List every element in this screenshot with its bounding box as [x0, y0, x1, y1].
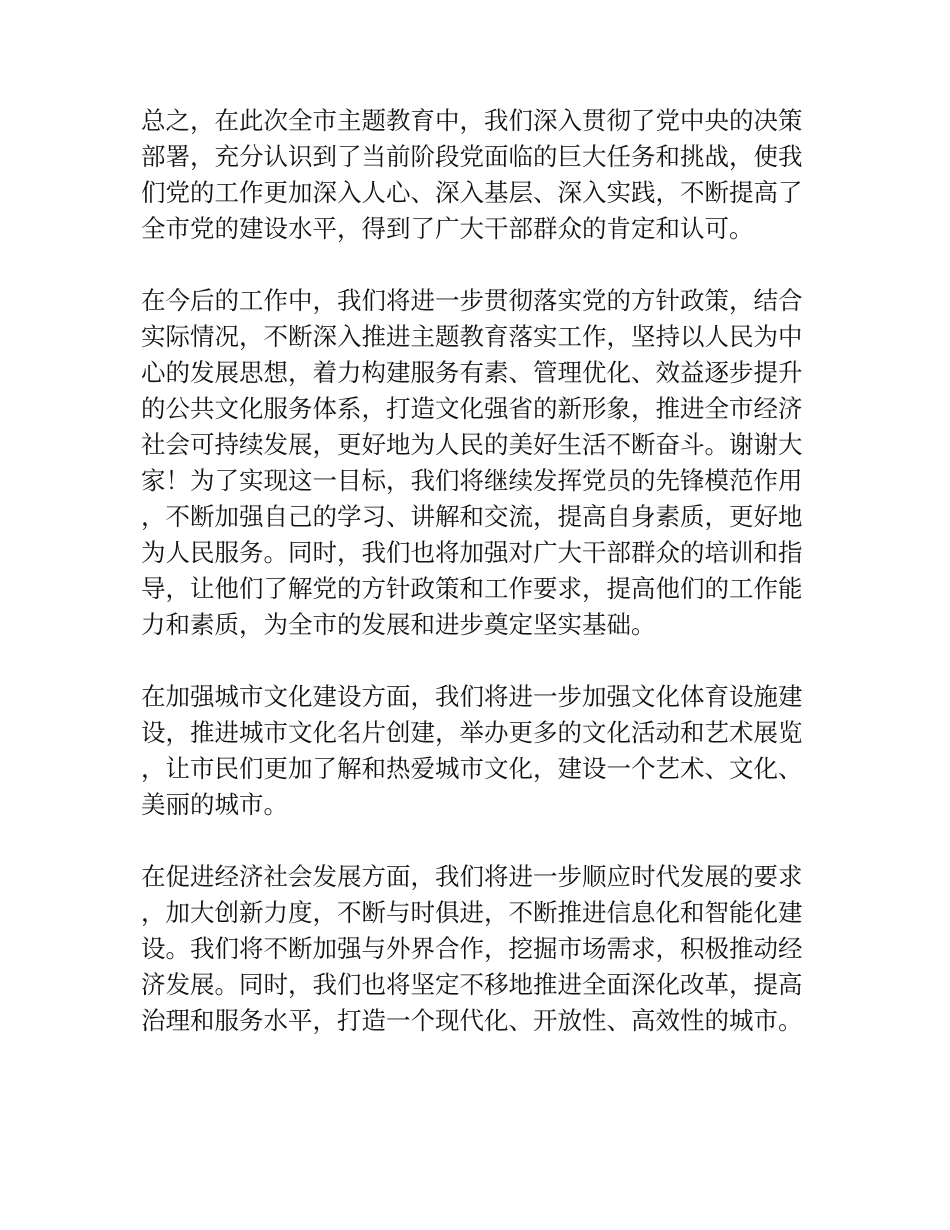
paragraph-4: 在促进经济社会发展方面，我们将进一步顺应时代发展的要求，加大创新力度，不断与时俱进，不断推进信息化和智能化建设。我们将不断加强与外界合作，挖掘市场需求，积极推动经济发展。同时，我们也将坚定不移地推进全面深化改革，提高治理和服务水平，打造一个现代化、开放性、高效性的城市。	[141, 862, 803, 1035]
paragraph-3: 在加强城市文化建设方面，我们将进一步加强文化体育设施建设，推进城市文化名片创建，举办更多的文化活动和艺术展览，让市民们更加了解和热爱城市文化，建设一个艺术、文化、美丽的城市。	[141, 682, 803, 819]
paragraph-2: 在今后的工作中，我们将进一步贯彻落实党的方针政策，结合实际情况，不断深入推进主题教育落实工作，坚持以人民为中心的发展思想，着力构建服务有素、管理优化、效益逐步提升的公共文化服务体系，打造文化强省的新形象，推进全市经济社会可持续发展，更好地为人民的美好生活不断奋斗。谢谢大家！为了实现这一目标，我们将继续发挥党员的先锋模范作用，不断加强自己的学习、讲解和交流，提高自身素质，更好地为人民服务。同时，我们也将加强对广大干部群众的培训和指导，让他们了解党的方针政策和工作要求，提高他们的工作能力和素质，为全市的发展和进步奠定坚实基础。	[141, 286, 803, 639]
paragraph-1: 总之，在此次全市主题教育中，我们深入贯彻了党中央的决策部署，充分认识到了当前阶段党面临的巨大任务和挑战，使我们党的工作更加深入人心、深入基层、深入实践，不断提高了全市党的建设水平，得到了广大干部群众的肯定和认可。	[141, 106, 803, 243]
document-body	[141, 103, 811, 1075]
